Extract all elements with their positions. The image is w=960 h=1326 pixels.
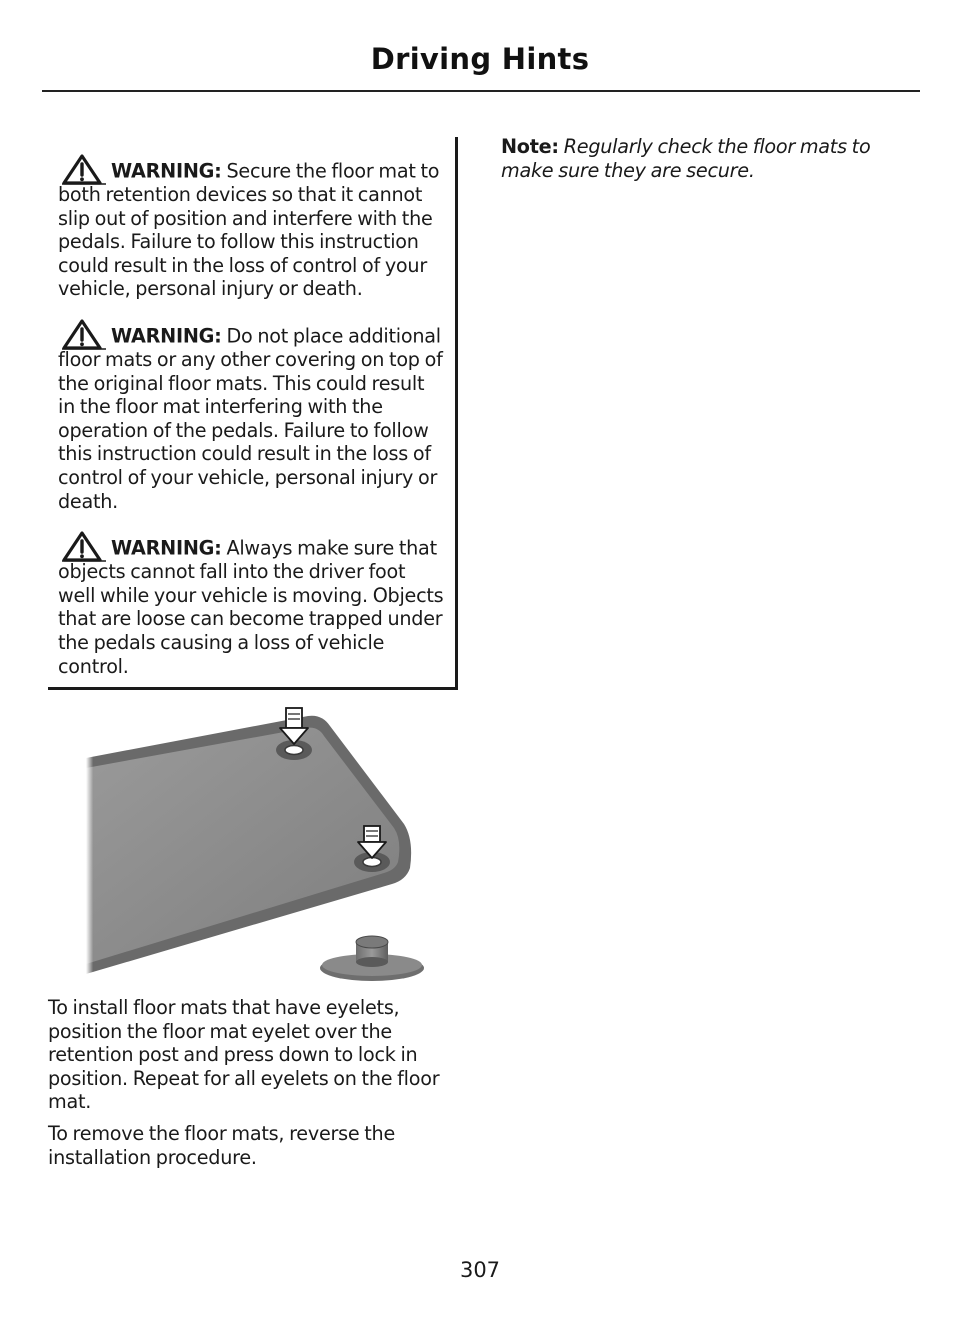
note-label: Note: bbox=[501, 135, 559, 158]
warning-text: Always make sure that objects cannot fall into the driver foot well while your vehicle is moving. Objects that are loose can become trapped under the pedals causing a loss of vehicle control. bbox=[58, 536, 444, 678]
warning-triangle-icon bbox=[60, 530, 108, 564]
warning-label: WARNING: bbox=[111, 536, 222, 560]
note bbox=[501, 135, 901, 182]
retention-post bbox=[320, 936, 424, 981]
warning-text: Do not place additional floor mats or any other covering on top of the original floor mats. This could result in the floor mat interfering with the operation of the pedals. Failure to follow this instruction could result in the loss of control of your vehicle, personal injury or death. bbox=[58, 324, 443, 513]
header-divider bbox=[42, 90, 920, 92]
warning-2 bbox=[58, 314, 445, 513]
floor-mat-illustration bbox=[86, 706, 458, 986]
warning-box bbox=[48, 137, 458, 690]
warning-text: Secure the floor mat to both retention devices so that it cannot slip out of position and interfere with the pedals. Failure to follow this instruction could result in the loss of control of your vehicle, personal injury or death. bbox=[58, 159, 440, 301]
install-instructions: To install floor mats that have eyelets, position the floor mat eyelet over the retention post and press down to lock in position. Repeat for all eyelets on the floor mat. bbox=[48, 996, 440, 1114]
note-text: Regularly check the floor mats to make sure they are secure. bbox=[501, 135, 871, 182]
warning-triangle-icon bbox=[60, 153, 108, 187]
warning-label: WARNING: bbox=[111, 159, 222, 183]
page-number: 307 bbox=[459, 1258, 501, 1282]
page-title: Driving Hints bbox=[370, 42, 590, 76]
warning-label: WARNING: bbox=[111, 324, 222, 348]
remove-instructions: To remove the floor mats, reverse the installation procedure. bbox=[48, 1122, 396, 1169]
warning-3 bbox=[58, 526, 445, 678]
warning-1 bbox=[58, 149, 445, 301]
warning-triangle-icon bbox=[60, 318, 108, 352]
